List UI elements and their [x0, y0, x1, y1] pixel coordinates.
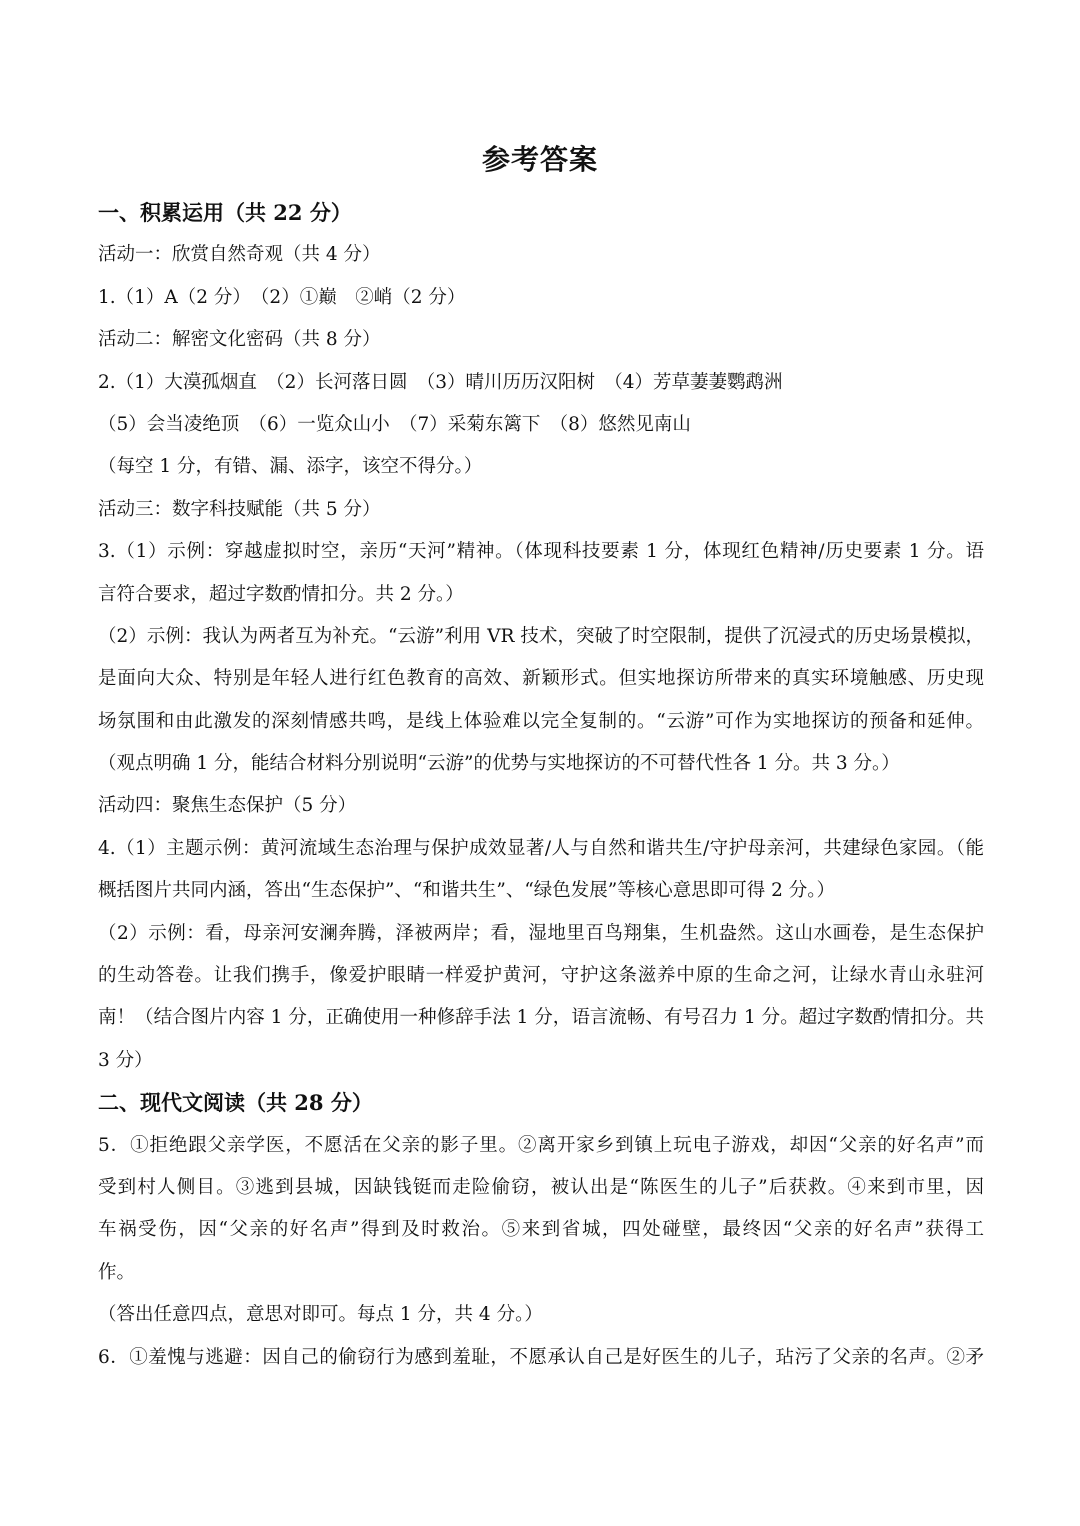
- answer-q3-2-line-3: 场氛围和由此激发的深刻情感共鸣，是线上体验难以完全复制的。“云游”可作为实地探访的预备和延伸。: [98, 710, 984, 732]
- activity-heading-4: 活动四：聚焦生态保护（5 分）: [98, 795, 357, 817]
- answer-q5-line-2: 受到村人侧目。③逃到县城，因缺钱铤而走险偷窃，被认出是“陈医生的儿子”后获救。④来到市里，因: [98, 1176, 984, 1198]
- answer-q4-2-line-4: 3 分）: [98, 1049, 153, 1071]
- answer-q3-1-line-2: 言符合要求，超过字数酌情扣分。共 2 分。）: [98, 583, 464, 605]
- activity-heading-1: 活动一：欣赏自然奇观（共 4 分）: [98, 244, 381, 266]
- answer-q6-line-1: 6．①羞愧与逃避：因自己的偷窃行为感到羞耻，不愿承认自己是好医生的儿子，玷污了父亲的名声。②矛: [98, 1346, 984, 1368]
- answer-q3-2-line-1: （2）示例：我认为两者互为补充。“云游”利用 VR 技术，突破了时空限制，提供了沉浸式的历史场景模拟，: [98, 625, 984, 647]
- answer-q2-line-1: 2.（1）大漠孤烟直 （2）长河落日圆 （3）晴川历历汉阳树 （4）芳草萋萋鹦鹉洲: [98, 371, 783, 393]
- answer-q1: 1.（1）A（2 分） （2）①巅 ②峭（2 分）: [98, 286, 466, 308]
- answer-q3-1-line-1: 3.（1）示例：穿越虚拟时空，亲历“天河”精神。（体现科技要素 1 分，体现红色精神/历史要素 1 分。语: [98, 541, 984, 563]
- answer-q5-line-3: 车祸受伤，因“父亲的好名声”得到及时救治。⑤来到省城，四处碰壁，最终因“父亲的好名声”获得工: [98, 1219, 984, 1241]
- answer-q5-line-1: 5．①拒绝跟父亲学医，不愿活在父亲的影子里。②离开家乡到镇上玩电子游戏，却因“父亲的好名声”而: [98, 1134, 984, 1156]
- section-heading-modern-reading: 二、现代文阅读（共 28 分）: [98, 1090, 373, 1116]
- answer-q4-2-line-2: 的生动答卷。让我们携手，像爱护眼睛一样爱护黄河，守护这条滋养中原的生命之河，让绿水青山永驻河: [98, 965, 984, 987]
- answer-q3-2-line-4: （观点明确 1 分，能结合材料分别说明“云游”的优势与实地探访的不可替代性各 1 分。共 3 分。）: [98, 753, 900, 775]
- section-heading-accumulation: 一、积累运用（共 22 分）: [98, 200, 352, 225]
- answer-q4-2-line-3: 南！（结合图片内容 1 分，正确使用一种修辞手法 1 分，语言流畅、有号召力 1 分。超过字数酌情扣分。共: [98, 1007, 984, 1029]
- answer-q5-note: （答出任意四点，意思对即可。每点 1 分，共 4 分。）: [98, 1304, 543, 1326]
- answer-q4-1-line-1: 4.（1）主题示例：黄河流域生态治理与保护成效显著/人与自然和谐共生/守护母亲河，共建绿色家园。（能: [98, 837, 984, 859]
- activity-heading-2: 活动二：解密文化密码（共 8 分）: [98, 329, 381, 351]
- answer-q4-1-line-2: 概括图片共同内涵，答出“生态保护”、“和谐共生”、“绿色发展”等核心意思即可得 2 分。）: [98, 880, 836, 902]
- answer-content: [98, 192, 984, 1379]
- activity-heading-3: 活动三：数字科技赋能（共 5 分）: [98, 498, 381, 520]
- answer-q2-line-2: （5）会当凌绝顶 （6）一览众山小 （7）采菊东篱下 （8）悠然见南山: [98, 413, 691, 435]
- answer-q3-2-line-2: 是面向大众、特别是年轻人进行红色教育的高效、新颖形式。但实地探访所带来的真实环境触感、历史现: [98, 668, 984, 690]
- answer-q4-2-line-1: （2）示例：看，母亲河安澜奔腾，泽被两岸；看，湿地里百鸟翔集，生机盎然。这山水画卷，是生态保护: [98, 922, 984, 944]
- answer-q5-line-4: 作。: [98, 1261, 136, 1283]
- page-title: 参考答案: [481, 143, 598, 176]
- answer-q2-note: （每空 1 分，有错、漏、添字，该空不得分。）: [98, 456, 483, 478]
